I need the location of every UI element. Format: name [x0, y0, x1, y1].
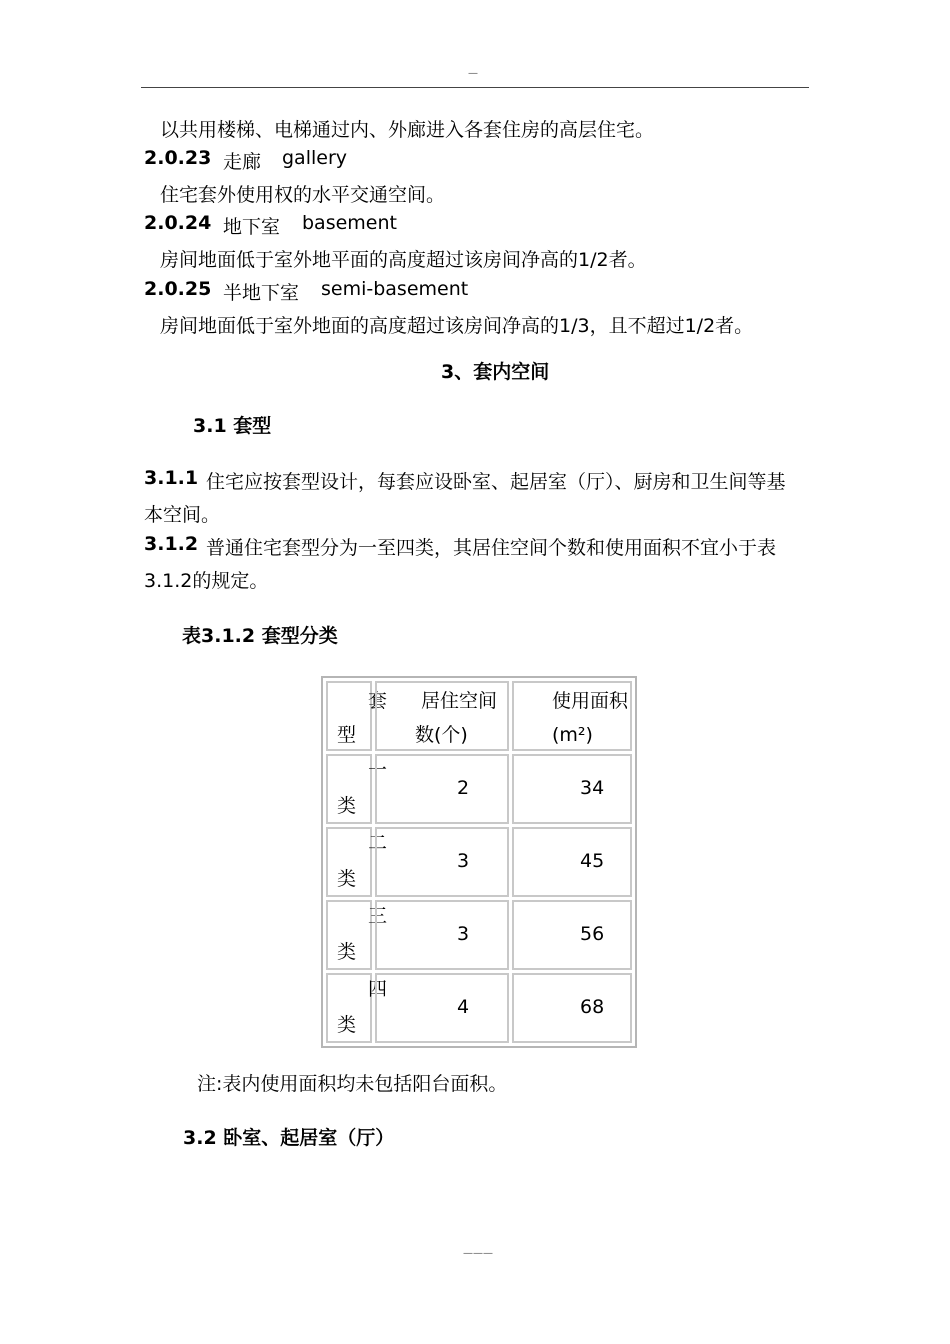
page-header-mark: — — [468, 68, 478, 79]
term-english: semi-basement — [321, 278, 469, 300]
table-caption: 表3.1.2 套型分类 — [182, 625, 338, 647]
clause-text: 普通住宅套型分为一至四类，其居住空间个数和使用面积不宜小于表 — [206, 537, 777, 559]
header-cell-rooms — [375, 681, 509, 751]
area-cell — [512, 754, 632, 824]
clause-text-continued: 3.1.2的规定。 — [144, 570, 269, 592]
rooms-value: 3 — [457, 850, 470, 872]
term-definition: 住宅套外使用权的水平交通空间。 — [160, 184, 446, 206]
type-text: 类 — [337, 795, 357, 817]
page-footer-mark: ——— — [463, 1248, 493, 1259]
rooms-cell — [375, 900, 509, 970]
term-chinese: 半地下室 — [223, 282, 300, 304]
clause-text: 住宅应按套型设计，每套应设卧室、起居室（厅）、厨房和卫生间等基 — [206, 471, 786, 493]
header-text: 使用面积 — [552, 690, 629, 712]
section-title: 3.1 套型 — [193, 415, 272, 437]
rooms-cell — [375, 973, 509, 1043]
type-text: 三 — [368, 905, 388, 927]
term-chinese: 走廊 — [223, 151, 262, 173]
type-cell — [326, 973, 388, 1043]
type-text: 四 — [368, 978, 388, 1000]
clause-number: 3.1.1 — [144, 467, 199, 489]
chapter-title: 3、套内空间 — [441, 361, 550, 383]
term-definition: 房间地面低于室外地平面的高度超过该房间净高的1/2者。 — [160, 249, 647, 271]
header-rule — [141, 87, 809, 88]
header-text: 型 — [337, 724, 357, 746]
table-header-row — [326, 681, 632, 751]
term-number: 2.0.23 — [144, 147, 212, 169]
type-cell — [326, 900, 388, 970]
section-title: 3.2 卧室、起居室（厅） — [183, 1127, 395, 1149]
table-row — [326, 973, 632, 1043]
clause-number: 3.1.2 — [144, 533, 199, 555]
header-text: 居住空间 — [421, 690, 498, 712]
type-text: 类 — [337, 941, 357, 963]
rooms-value: 2 — [457, 777, 470, 799]
area-value: 45 — [580, 850, 605, 872]
clause-text-continued: 本空间。 — [144, 504, 221, 526]
rooms-cell — [375, 827, 509, 897]
term-number: 2.0.24 — [144, 212, 212, 234]
table-row — [326, 754, 632, 824]
suite-type-table — [321, 676, 637, 1048]
type-text: 二 — [368, 832, 388, 854]
type-text: 类 — [337, 868, 357, 890]
type-text: 一 — [368, 759, 388, 781]
area-cell — [512, 827, 632, 897]
area-value: 68 — [580, 996, 605, 1018]
area-cell — [512, 973, 632, 1043]
term-definition: 房间地面低于室外地面的高度超过该房间净高的1/3，且不超过1/2者。 — [160, 315, 754, 337]
type-text: 类 — [337, 1014, 357, 1036]
table-row — [326, 900, 632, 970]
type-cell — [326, 827, 388, 897]
header-text: 套 — [368, 690, 388, 712]
paragraph-continuation: 以共用楼梯、电梯通过内、外廊进入各套住房的高层住宅。 — [160, 119, 655, 141]
header-text: (m²) — [552, 724, 593, 746]
header-text: 数(个) — [415, 724, 468, 746]
header-cell-area — [512, 681, 632, 751]
rooms-cell — [375, 754, 509, 824]
term-english: gallery — [282, 147, 348, 169]
term-number: 2.0.25 — [144, 278, 212, 300]
term-chinese: 地下室 — [223, 216, 281, 238]
area-cell — [512, 900, 632, 970]
area-value: 56 — [580, 923, 605, 945]
type-cell — [326, 754, 388, 824]
header-cell-type — [326, 681, 388, 751]
area-value: 34 — [580, 777, 605, 799]
term-english: basement — [302, 212, 397, 234]
table-note: 注:表内使用面积均未包括阳台面积。 — [197, 1073, 508, 1095]
table-row — [326, 827, 632, 897]
rooms-value: 3 — [457, 923, 470, 945]
rooms-value: 4 — [457, 996, 470, 1018]
